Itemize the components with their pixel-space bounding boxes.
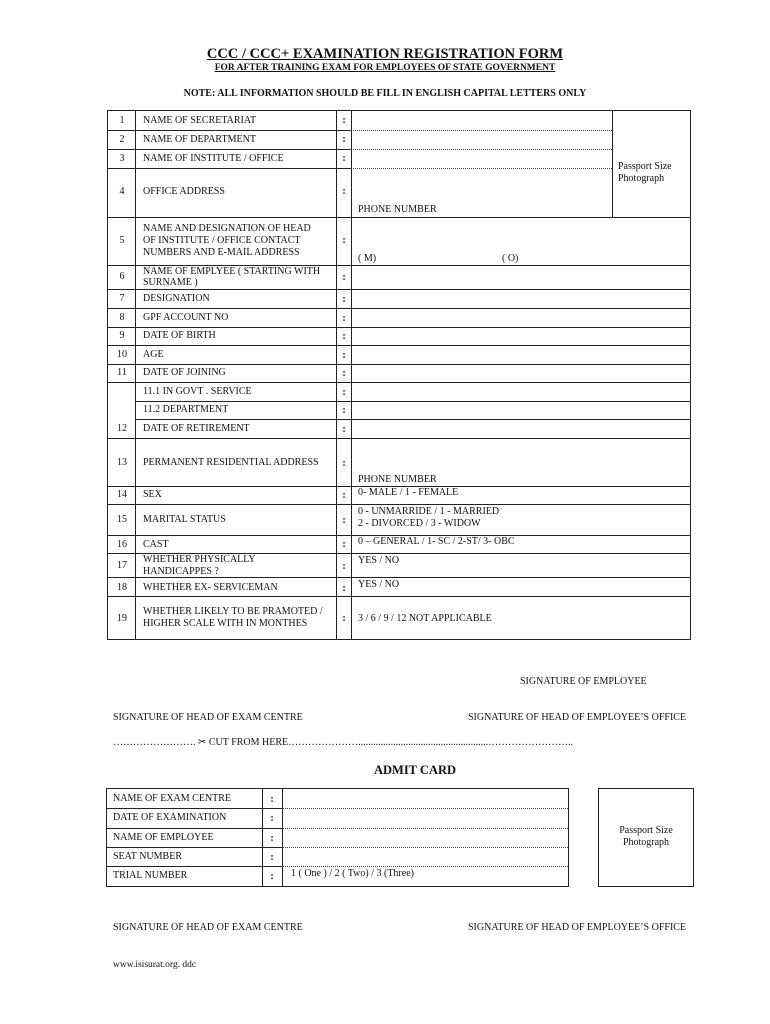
row-divider (108, 345, 690, 346)
row-number: 5 (119, 235, 125, 246)
row-label-department: NAME OF DEPARTMENT (143, 134, 256, 145)
admit-label-exam-centre: NAME OF EXAM CENTRE (113, 793, 232, 804)
row-label-physically-handicapped: HANDICAPPES ? (143, 566, 219, 577)
value-dotted-line (282, 828, 568, 829)
row-label-employee-name: SURNAME ) (143, 277, 198, 288)
value-dotted-line (282, 866, 568, 867)
row-label-office-address: OFFICE ADDRESS (143, 186, 225, 197)
row-divider (135, 401, 690, 402)
row-number: 16 (117, 539, 127, 550)
row-number: 19 (117, 613, 127, 624)
colon: : (342, 613, 346, 624)
column-divider (351, 111, 352, 639)
row-divider (108, 596, 690, 597)
colon: : (270, 833, 274, 844)
office-phone-label: ( O) (502, 253, 519, 264)
admit-photo-box (598, 788, 694, 887)
row-number: 11 (117, 367, 127, 378)
value-dotted-line (351, 130, 612, 131)
colon: : (270, 871, 274, 882)
registration-table (107, 110, 691, 640)
form-subtitle: FOR AFTER TRAINING EXAM FOR EMPLOYEES OF STATE GOVERNMENT (214, 63, 556, 73)
row-divider (135, 419, 690, 420)
row-number: 13 (117, 457, 127, 468)
colon: : (342, 313, 346, 324)
column-divider (262, 789, 263, 886)
admit-label-exam-date: DATE OF EXAMINATION (113, 812, 227, 823)
row-label-cast: CAST (143, 539, 169, 550)
value-dotted-line (351, 149, 612, 150)
colon: : (270, 794, 274, 805)
admit-label-seat-number: SEAT NUMBER (113, 851, 182, 862)
trial-number-options: 1 ( One ) / 2 ( Two) / 3 (Three) (291, 868, 414, 879)
colon: : (342, 424, 346, 435)
marital-options: 0 - UNMARRIDE / 1 - MARRIED (358, 506, 500, 517)
row-label-department-joining: 11.2 DEPARTMENT (143, 404, 229, 415)
row-number: 1 (119, 115, 125, 126)
colon: : (342, 405, 346, 416)
colon: : (342, 458, 346, 469)
row-number: 7 (119, 293, 125, 304)
row-label-ex-serviceman: WHETHER EX- SERVICEMAN (143, 582, 278, 593)
colon: : (342, 515, 346, 526)
photo-divider (612, 111, 613, 217)
row-divider (108, 438, 690, 439)
row-number: 10 (117, 349, 127, 360)
row-number: 8 (119, 312, 125, 323)
row-number: 3 (119, 153, 125, 164)
signature-head-exam-centre: SIGNATURE OF HEAD OF EXAM CENTRE (113, 922, 303, 933)
row-divider (107, 808, 282, 809)
row-divider (107, 847, 282, 848)
form-title: CCC / CCC+ EXAMINATION REGISTRATION FORM (206, 46, 564, 62)
row-label-employee-name: NAME OF EMPLYEE ( STARTING WITH (143, 266, 321, 277)
row-label-promotion: HIGHER SCALE WITH IN MONTHES (143, 618, 308, 629)
cast-options: 0 – GENERAL / 1- SC / 2-ST/ 3- OBC (358, 536, 515, 547)
row-label-head-of-institute: NAME AND DESIGNATION OF HEAD (143, 223, 311, 234)
row-label-promotion: WHETHER LIKELY TO BE PRAMOTED / (143, 606, 323, 617)
colon: : (342, 350, 346, 361)
value-dotted-line (282, 808, 568, 809)
photo-label: Photograph (622, 837, 670, 848)
row-divider (108, 168, 351, 169)
row-label-head-of-institute: NUMBERS AND E-MAIL ADDRESS (143, 247, 300, 258)
row-divider (108, 504, 690, 505)
row-divider (108, 149, 351, 150)
row-label-gpf-account: GPF ACCOUNT NO (143, 312, 229, 323)
photo-label: Passport Size (618, 161, 672, 172)
row-divider (107, 828, 282, 829)
value-dotted-line (282, 847, 568, 848)
row-number: 2 (119, 134, 125, 145)
row-label-designation: DESIGNATION (143, 293, 210, 304)
footer-website: www.isisurat.org. ddc (113, 960, 197, 970)
colon: : (342, 235, 346, 246)
photo-label: Photograph (618, 173, 665, 184)
colon: : (342, 539, 346, 550)
row-divider (107, 866, 282, 867)
form-note: NOTE: ALL INFORMATION SHOULD BE FILL IN ENGLISH CAPITAL LETTERS ONLY (183, 88, 587, 99)
signature-head-exam-centre: SIGNATURE OF HEAD OF EXAM CENTRE (113, 712, 303, 723)
row-label-residential-address: PERMANENT RESIDENTIAL ADDRESS (143, 457, 319, 468)
photo-label: Passport Size (619, 825, 673, 836)
admit-label-trial-number: TRIAL NUMBER (113, 870, 188, 881)
row-divider (108, 308, 690, 309)
row-number: 4 (119, 186, 125, 197)
phone-number-label: PHONE NUMBER (358, 474, 437, 485)
signature-head-employee-office: SIGNATURE OF HEAD OF EMPLOYEE’S OFFICE (468, 712, 687, 723)
marital-options: 2 - DIVORCED / 3 - WIDOW (358, 518, 481, 529)
row-label-marital-status: MARITAL STATUS (143, 514, 226, 525)
row-label-sex: SEX (143, 489, 162, 500)
row-divider (108, 217, 690, 218)
signature-employee: SIGNATURE OF EMPLOYEE (520, 676, 647, 687)
row-divider (108, 364, 690, 365)
phone-number-label: PHONE NUMBER (358, 204, 437, 215)
signature-head-employee-office: SIGNATURE OF HEAD OF EMPLOYEE’S OFFICE (468, 922, 687, 933)
row-label-in-govt-service: 11.1 IN GOVT . SERVICE (143, 386, 252, 397)
cut-line: ……………………. ✂ CUT FROM HERE…………………....................................................…………………….. (113, 737, 574, 748)
colon: : (342, 186, 346, 197)
row-divider (108, 289, 690, 290)
handicapped-options: YES / NO (358, 555, 400, 566)
colon: : (342, 331, 346, 342)
mobile-label: ( M) (358, 253, 377, 264)
row-number: 17 (117, 560, 127, 571)
row-label-secretariat: NAME OF SECRETARIAT (143, 115, 257, 126)
row-number: 14 (117, 489, 127, 500)
colon: : (342, 272, 346, 283)
row-divider (108, 130, 351, 131)
colon: : (270, 813, 274, 824)
colon: : (342, 153, 346, 164)
sex-options: 0- MALE / 1 - FEMALE (358, 487, 459, 498)
row-label-date-of-joining: DATE OF JOINING (143, 367, 226, 378)
row-label-head-of-institute: OF INSTITUTE / OFFICE CONTACT (143, 235, 301, 246)
colon: : (342, 294, 346, 305)
row-label-age: AGE (143, 349, 164, 360)
colon: : (342, 115, 346, 126)
colon: : (342, 387, 346, 398)
row-label-date-of-retirement: DATE OF RETIREMENT (143, 423, 250, 434)
colon: : (270, 852, 274, 863)
colon: : (342, 561, 346, 572)
admit-card-title: ADMIT CARD (373, 763, 457, 777)
admit-label-employee-name: NAME OF EMPLOYEE (113, 832, 214, 843)
promotion-options: 3 / 6 / 9 / 12 NOT APPLICABLE (358, 613, 492, 624)
row-divider (108, 382, 690, 383)
row-divider (108, 327, 690, 328)
colon: : (342, 134, 346, 145)
value-dotted-line (351, 168, 612, 169)
row-number: 18 (117, 582, 127, 593)
row-label-physically-handicapped: WHETHER PHYSICALLY (143, 554, 256, 565)
colon: : (342, 490, 346, 501)
admit-card-table (106, 788, 569, 887)
row-number: 6 (119, 271, 125, 282)
column-divider (282, 789, 283, 886)
colon: : (342, 583, 346, 594)
row-number: 15 (117, 514, 127, 525)
row-number: 12 (117, 423, 127, 434)
ex-serviceman-options: YES / NO (358, 579, 400, 590)
row-number: 9 (119, 330, 125, 341)
row-label-institute: NAME OF INSTITUTE / OFFICE (143, 153, 284, 164)
row-label-date-of-birth: DATE OF BIRTH (143, 330, 216, 341)
colon: : (342, 368, 346, 379)
